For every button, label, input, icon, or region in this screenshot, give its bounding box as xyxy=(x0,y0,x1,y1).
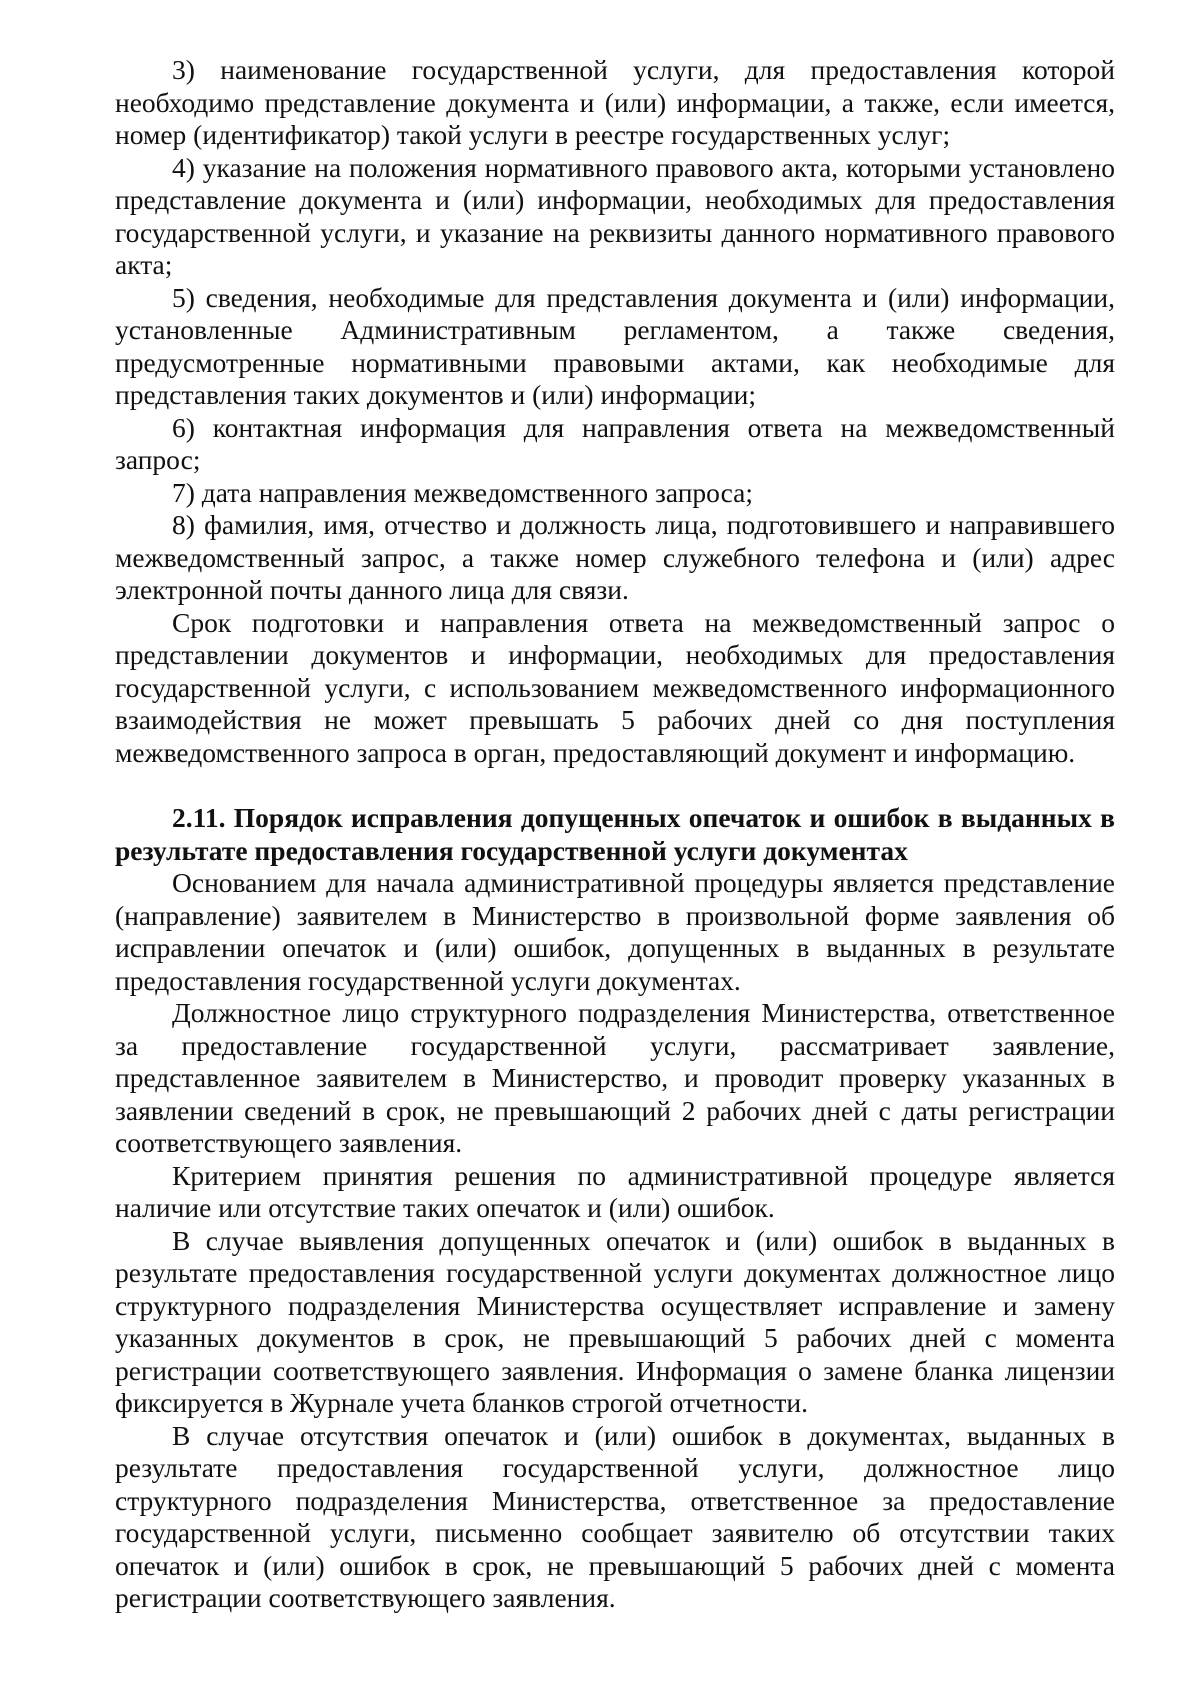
term-paragraph: Срок подготовки и направления ответа на межведомственный запрос о представлении документов и информации, необходимых для предоставления государственной услуги, с использованием межведомственного информационного взаимодействия не может превышать 5 рабочих дней со дня поступления межведомственного запроса в орган, предоставляющий документ и информацию. xyxy=(115,606,1115,768)
document-body xyxy=(115,54,1115,1615)
list-item-8: 8) фамилия, имя, отчество и должность лица, подготовившего и направившего межведомственный запрос, а также номер служебного телефона и (или) адрес электронной почты данного лица для связи. xyxy=(115,509,1115,605)
list-item-4: 4) указание на положения нормативного правового акта, которыми установлено представление документа и (или) информации, необходимых для предоставления государственной услуги, и указание на реквизиты данного нормативного правового акта; xyxy=(115,151,1115,280)
list-item-5: 5) сведения, необходимые для представления документа и (или) информации, установленные Административным регламентом, а также сведения, предусмотренные нормативными правовыми актами, как необходимые для представления таких документов и (или) информации; xyxy=(115,281,1115,410)
list-item-7: 7) дата направления межведомственного запроса; xyxy=(172,476,753,508)
list-item-6: 6) контактная информация для направления ответа на межведомственный запрос; xyxy=(115,411,1115,475)
list-item-3: 3) наименование государственной услуги, для предоставления которой необходимо представление документа и (или) информации, а также, если имеется, номер (идентификатор) такой услуги в реестре государственных услуг; xyxy=(115,54,1115,150)
section-paragraph: Критерием принятия решения по административной процедуре является наличие или отсутствие таких опечаток и (или) ошибок. xyxy=(115,1159,1115,1223)
section-paragraph: В случае выявления допущенных опечаток и (или) ошибок в выданных в результате предоставления государственной услуги документах должностное лицо структурного подразделения Министерства осуществляет исправление и замену указанных документов в срок, не превышающий 5 рабочих дней с момента регистрации соответствующего заявления. Информация о замене бланка лицензии фиксируется в Журнале учета бланков строгой отчетности. xyxy=(115,1224,1115,1418)
section-paragraph: Основанием для начала административной процедуры является представление (направление) заявителем в Министерство в произвольной форме заявления об исправлении опечаток и (или) ошибок, допущенных в выданных в результате предоставления государственной услуги документах. xyxy=(115,867,1115,996)
section-spacer xyxy=(115,769,1115,802)
section-paragraph: Должностное лицо структурного подразделения Министерства, ответственное за предоставление государственной услуги, рассматривает заявление, представленное заявителем в Министерство, и проводит проверку указанных в заявлении сведений в срок, не превышающий 2 рабочих дней с даты регистрации соответствующего заявления. xyxy=(115,997,1115,1158)
section-heading: 2.11. Порядок исправления допущенных опечаток и ошибок в выданных в результате предоставления государственной услуги документах xyxy=(115,802,1115,866)
section-paragraph: В случае отсутствия опечаток и (или) ошибок в документах, выданных в результате предоставления государственной услуги, должностное лицо структурного подразделения Министерства, ответственное за предоставление государственной услуги, письменно сообщает заявителю об отсутствии таких опечаток и (или) ошибок в срок, не превышающий 5 рабочих дней с момента регистрации соответствующего заявления. xyxy=(115,1419,1115,1613)
